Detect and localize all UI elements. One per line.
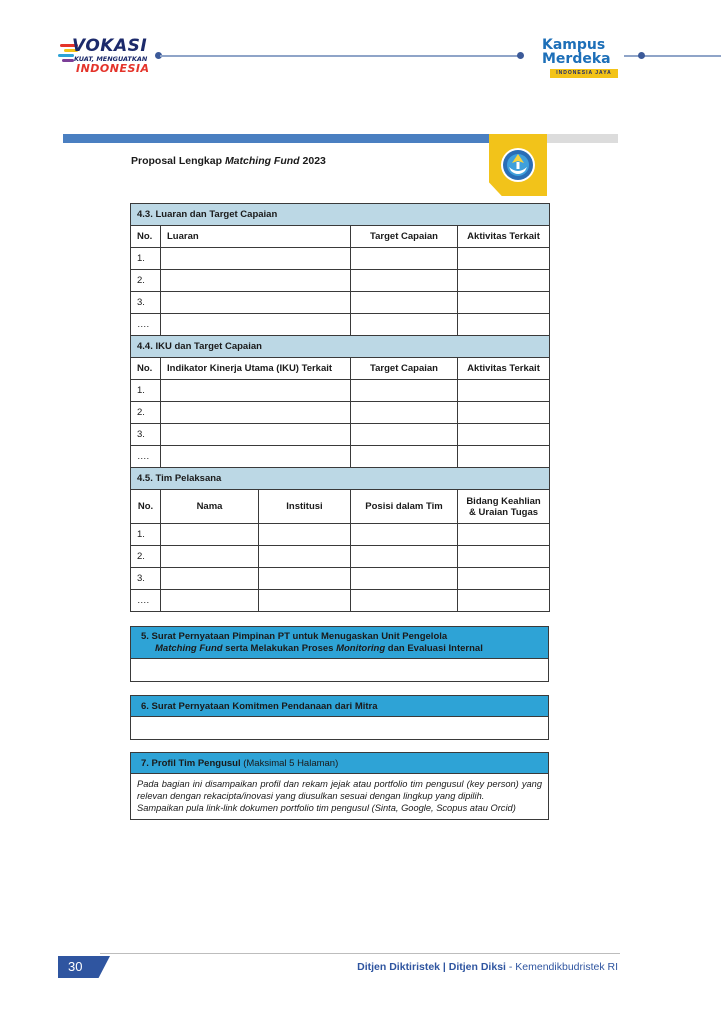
- row-number: 1.: [131, 524, 161, 546]
- vokasi-logo-tagline: KUAT, MENGUATKAN: [74, 55, 148, 63]
- section-header-iku: [131, 336, 550, 358]
- cell-luaran[interactable]: [161, 292, 351, 314]
- cell-bidang[interactable]: [458, 590, 550, 612]
- document-title: Proposal Lengkap Matching Fund 2023: [131, 155, 326, 167]
- vokasi-logo: [58, 34, 150, 78]
- cell-luaran[interactable]: [161, 248, 351, 270]
- col-header-target: Target Capaian: [351, 358, 458, 380]
- cell-iku[interactable]: [161, 380, 351, 402]
- document-title-italic: Matching Fund: [224, 155, 300, 167]
- cell-institusi[interactable]: [259, 524, 351, 546]
- cell-target[interactable]: [351, 314, 458, 336]
- cell-iku[interactable]: [161, 446, 351, 468]
- col-header-no: No.: [131, 358, 161, 380]
- table-row: [131, 292, 550, 314]
- cell-bidang[interactable]: [458, 568, 550, 590]
- col-header-nama: Nama: [161, 490, 259, 524]
- section-title-tim: 4.5. Tim Pelaksana: [131, 468, 550, 490]
- section-7-content[interactable]: [131, 774, 548, 819]
- cell-aktivitas[interactable]: [458, 380, 550, 402]
- cell-iku[interactable]: [161, 424, 351, 446]
- col-header-no: No.: [131, 226, 161, 248]
- row-number: 1.: [131, 248, 161, 270]
- section-header-luaran: [131, 204, 550, 226]
- section-header-tim: [131, 468, 550, 490]
- cell-institusi[interactable]: [259, 568, 351, 590]
- header-line-left: [160, 55, 520, 57]
- section-7-title-note: (Maksimal 5 Halaman): [240, 758, 339, 769]
- cell-nama[interactable]: [161, 524, 259, 546]
- page-number: 30: [68, 959, 83, 974]
- section-6-header: [131, 696, 548, 717]
- cell-target[interactable]: [351, 446, 458, 468]
- cell-target[interactable]: [351, 292, 458, 314]
- page-number-badge: [58, 956, 110, 978]
- section-6-content-field[interactable]: [131, 717, 548, 739]
- cell-posisi[interactable]: [351, 568, 458, 590]
- cell-aktivitas[interactable]: [458, 402, 550, 424]
- cell-nama[interactable]: [161, 590, 259, 612]
- kampus-merdeka-logo-line2: Merdeka: [542, 51, 611, 67]
- row-number: 2.: [131, 402, 161, 424]
- cell-aktivitas[interactable]: [458, 424, 550, 446]
- cell-aktivitas[interactable]: [458, 270, 550, 292]
- table-row: [131, 402, 550, 424]
- table-row: [131, 424, 550, 446]
- cell-posisi[interactable]: [351, 524, 458, 546]
- row-number: ….: [131, 590, 161, 612]
- cell-aktivitas[interactable]: [458, 314, 550, 336]
- row-number: 3.: [131, 424, 161, 446]
- table-row: [131, 590, 550, 612]
- section-title-luaran: 4.3. Luaran dan Target Capaian: [131, 204, 550, 226]
- row-number: 3.: [131, 292, 161, 314]
- cell-posisi[interactable]: [351, 590, 458, 612]
- footer-text-bold: Ditjen Diktiristek | Ditjen Diksi: [357, 961, 506, 973]
- cell-aktivitas[interactable]: [458, 446, 550, 468]
- cell-aktivitas[interactable]: [458, 292, 550, 314]
- footer-text-rest: - Kemendikbudristek RI: [505, 961, 618, 973]
- section-6-title: 6. Surat Pernyataan Komitmen Pendanaan dari Mitra: [141, 701, 378, 712]
- section-5-content-field[interactable]: [131, 659, 548, 681]
- title-band-blue: [63, 134, 489, 143]
- footer-divider: [100, 953, 620, 954]
- table-row: [131, 270, 550, 292]
- kampus-merdeka-logo: [542, 38, 622, 86]
- cell-target[interactable]: [351, 402, 458, 424]
- cell-target[interactable]: [351, 424, 458, 446]
- header-line-dot-right: [638, 52, 645, 59]
- table-row: [131, 524, 550, 546]
- cell-nama[interactable]: [161, 546, 259, 568]
- col-header-institusi: Institusi: [259, 490, 351, 524]
- cell-target[interactable]: [351, 380, 458, 402]
- section-6-box: [130, 695, 549, 740]
- section-5-box: [130, 626, 549, 682]
- row-number: 2.: [131, 546, 161, 568]
- section-7-paragraph-1: Pada bagian ini disampaikan profil dan rekam jejak atau portfolio tim pengusul (key person) yang relevan dengan rekacipta/inovasi yang diusulkan sesuai dengan lingkup yang dipilih.: [137, 779, 542, 801]
- cell-institusi[interactable]: [259, 546, 351, 568]
- row-number: 2.: [131, 270, 161, 292]
- table-row: [131, 446, 550, 468]
- cell-aktivitas[interactable]: [458, 248, 550, 270]
- cell-luaran[interactable]: [161, 314, 351, 336]
- vokasi-logo-indonesia: INDONESIA: [76, 62, 150, 75]
- cell-iku[interactable]: [161, 402, 351, 424]
- col-header-aktivitas: Aktivitas Terkait: [458, 358, 550, 380]
- section-5-header: [131, 627, 548, 659]
- col-header-bidang: Bidang Keahlian & Uraian Tugas: [458, 490, 550, 524]
- section-title-iku: 4.4. IKU dan Target Capaian: [131, 336, 550, 358]
- kampus-merdeka-logo-line1: Kampus: [542, 37, 606, 53]
- footer-text: [357, 961, 618, 973]
- row-number: ….: [131, 314, 161, 336]
- cell-target[interactable]: [351, 248, 458, 270]
- row-number: 1.: [131, 380, 161, 402]
- cell-luaran[interactable]: [161, 270, 351, 292]
- section-5-title-line2: Matching Fund serta Melakukan Proses Monitoring dan Evaluasi Internal: [155, 643, 483, 654]
- section-7-paragraph-2: Sampaikan pula link-link dokumen portfolio tim pengusul (Sinta, Google, Scopus atau Orcid): [137, 803, 516, 813]
- col-header-no: No.: [131, 490, 161, 524]
- table-row: [131, 248, 550, 270]
- vokasi-logo-main: VOKASI: [72, 36, 148, 56]
- table-row: [131, 380, 550, 402]
- proposal-table: [130, 203, 550, 612]
- column-headers-iku: [131, 358, 550, 380]
- row-number: ….: [131, 446, 161, 468]
- column-headers-tim: [131, 490, 550, 524]
- cell-posisi[interactable]: [351, 546, 458, 568]
- table-row: [131, 546, 550, 568]
- cell-bidang[interactable]: [458, 524, 550, 546]
- col-header-target: Target Capaian: [351, 226, 458, 248]
- cell-nama[interactable]: [161, 568, 259, 590]
- col-header-luaran: Luaran: [161, 226, 351, 248]
- col-header-iku: Indikator Kinerja Utama (IKU) Terkait: [161, 358, 351, 380]
- cell-target[interactable]: [351, 270, 458, 292]
- table-row: [131, 314, 550, 336]
- cell-bidang[interactable]: [458, 546, 550, 568]
- col-header-aktivitas: Aktivitas Terkait: [458, 226, 550, 248]
- column-headers-luaran: [131, 226, 550, 248]
- header-line-dot-mid: [517, 52, 524, 59]
- col-header-posisi: Posisi dalam Tim: [351, 490, 458, 524]
- tut-wuri-handayani-emblem-icon: [500, 147, 536, 183]
- table-row: [131, 568, 550, 590]
- section-5-title-line1: 5. Surat Pernyataan Pimpinan PT untuk Menugaskan Unit Pengelola: [141, 631, 448, 642]
- section-7-header: [131, 753, 548, 774]
- section-7-box: [130, 752, 549, 820]
- cell-institusi[interactable]: [259, 590, 351, 612]
- row-number: 3.: [131, 568, 161, 590]
- kampus-merdeka-logo-tagline: INDONESIA JAYA: [550, 69, 618, 78]
- section-7-title: 7. Profil Tim Pengusul: [141, 758, 241, 769]
